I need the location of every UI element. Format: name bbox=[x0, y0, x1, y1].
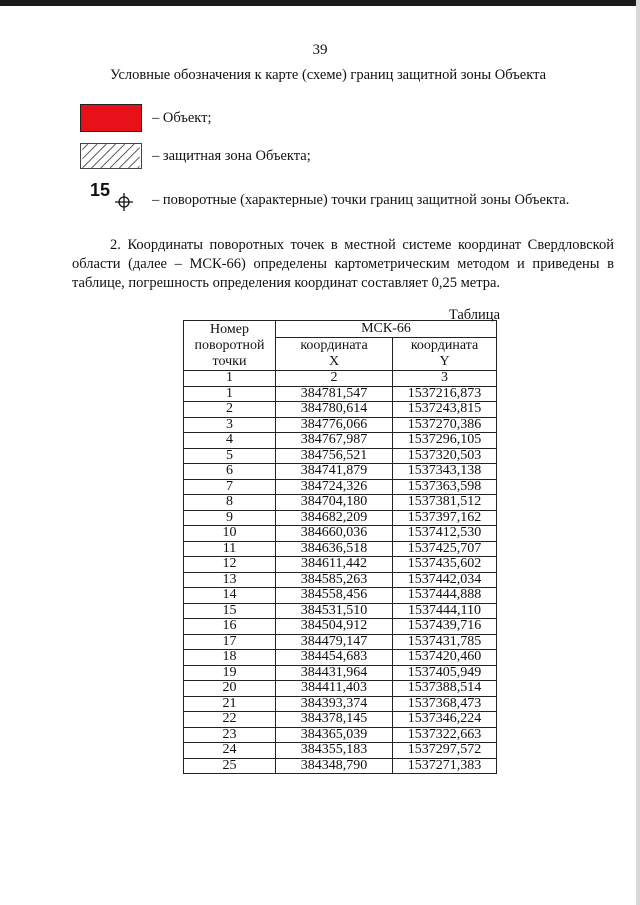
coord-y-cell: 1537216,873 bbox=[393, 386, 497, 402]
coordinates-table bbox=[183, 320, 497, 774]
legend-item-object bbox=[80, 104, 212, 132]
point-number-cell: 19 bbox=[184, 665, 276, 681]
table-row bbox=[184, 572, 497, 588]
object-swatch bbox=[80, 104, 142, 132]
legend-item-protection-zone bbox=[80, 143, 311, 169]
table-row bbox=[184, 634, 497, 650]
table-row bbox=[184, 495, 497, 511]
coord-x-cell: 384365,039 bbox=[276, 727, 393, 743]
coord-x-cell: 384682,209 bbox=[276, 510, 393, 526]
point-number-cell: 25 bbox=[184, 758, 276, 774]
coordinates-paragraph: 2. Координаты поворотных точек в местной системе координат Свердловской области (далее – МСК-66) определены картометрическим методом и приведены в таблице, погрешность определения координат составляет 0,25 метра. bbox=[72, 237, 614, 291]
table-row bbox=[184, 510, 497, 526]
crosshair-icon bbox=[114, 192, 134, 212]
coord-y-cell: 1537420,460 bbox=[393, 650, 497, 666]
hatch-swatch bbox=[80, 143, 142, 169]
table-row bbox=[184, 696, 497, 712]
coord-x-cell: 384756,521 bbox=[276, 448, 393, 464]
coord-y-cell: 1537296,105 bbox=[393, 433, 497, 449]
table-row bbox=[184, 557, 497, 573]
coord-x-cell: 384378,145 bbox=[276, 712, 393, 728]
point-number-cell: 7 bbox=[184, 479, 276, 495]
point-number-cell: 21 bbox=[184, 696, 276, 712]
point-number-cell: 14 bbox=[184, 588, 276, 604]
coord-x-cell: 384585,263 bbox=[276, 572, 393, 588]
coord-x-cell: 384479,147 bbox=[276, 634, 393, 650]
table-row bbox=[184, 386, 497, 402]
table-row bbox=[184, 588, 497, 604]
legend-item-turning-point bbox=[80, 182, 569, 212]
coord-x-cell: 384411,403 bbox=[276, 681, 393, 697]
table-caption: Таблица bbox=[448, 307, 500, 323]
coord-x-cell: 384504,912 bbox=[276, 619, 393, 635]
coord-x-cell: 384431,964 bbox=[276, 665, 393, 681]
header-coord-y: координата Y bbox=[393, 338, 497, 371]
point-number-cell: 16 bbox=[184, 619, 276, 635]
point-number-cell: 23 bbox=[184, 727, 276, 743]
coord-y-cell: 1537343,138 bbox=[393, 464, 497, 480]
table-row bbox=[184, 650, 497, 666]
coord-y-cell: 1537444,888 bbox=[393, 588, 497, 604]
point-number-cell: 22 bbox=[184, 712, 276, 728]
coord-y-cell: 1537442,034 bbox=[393, 572, 497, 588]
column-number: 1 bbox=[184, 371, 276, 387]
table-row bbox=[184, 727, 497, 743]
coord-x-cell: 384776,066 bbox=[276, 417, 393, 433]
point-number-cell: 8 bbox=[184, 495, 276, 511]
coord-y-cell: 1537405,949 bbox=[393, 665, 497, 681]
coord-x-cell: 384704,180 bbox=[276, 495, 393, 511]
point-number-cell: 17 bbox=[184, 634, 276, 650]
coord-y-cell: 1537346,224 bbox=[393, 712, 497, 728]
coord-y-cell: 1537431,785 bbox=[393, 634, 497, 650]
coord-x-cell: 384355,183 bbox=[276, 743, 393, 759]
coord-x-cell: 384767,987 bbox=[276, 433, 393, 449]
coord-x-cell: 384660,036 bbox=[276, 526, 393, 542]
table-body bbox=[184, 386, 497, 774]
coord-y-cell: 1537444,110 bbox=[393, 603, 497, 619]
scan-border-top bbox=[0, 0, 640, 6]
point-number-cell: 12 bbox=[184, 557, 276, 573]
table-row bbox=[184, 681, 497, 697]
point-number-cell: 5 bbox=[184, 448, 276, 464]
table-row bbox=[184, 402, 497, 418]
point-number-cell: 15 bbox=[184, 603, 276, 619]
table-row bbox=[184, 665, 497, 681]
coord-x-cell: 384781,547 bbox=[276, 386, 393, 402]
coord-y-cell: 1537320,503 bbox=[393, 448, 497, 464]
coord-x-cell: 384531,510 bbox=[276, 603, 393, 619]
table-row bbox=[184, 464, 497, 480]
column-number: 2 bbox=[276, 371, 393, 387]
scan-border-right bbox=[636, 0, 640, 905]
marker-number: 15 bbox=[90, 180, 111, 200]
point-number-cell: 1 bbox=[184, 386, 276, 402]
coord-y-cell: 1537425,707 bbox=[393, 541, 497, 557]
coord-y-cell: 1537381,512 bbox=[393, 495, 497, 511]
coord-y-cell: 1537271,383 bbox=[393, 758, 497, 774]
point-number-cell: 2 bbox=[184, 402, 276, 418]
header-point-number: Номер поворотной точки bbox=[184, 321, 276, 371]
point-number-cell: 24 bbox=[184, 743, 276, 759]
coord-x-cell: 384636,518 bbox=[276, 541, 393, 557]
legend-label: – защитная зона Объекта; bbox=[152, 147, 311, 164]
coord-x-cell: 384558,456 bbox=[276, 588, 393, 604]
coord-x-cell: 384454,683 bbox=[276, 650, 393, 666]
coord-x-cell: 384780,614 bbox=[276, 402, 393, 418]
table-row bbox=[184, 619, 497, 635]
table-row bbox=[184, 417, 497, 433]
table-row bbox=[184, 433, 497, 449]
coord-y-cell: 1537363,598 bbox=[393, 479, 497, 495]
coord-x-cell: 384393,374 bbox=[276, 696, 393, 712]
column-number: 3 bbox=[393, 371, 497, 387]
table-row bbox=[184, 526, 497, 542]
table-row bbox=[184, 479, 497, 495]
coord-y-cell: 1537397,162 bbox=[393, 510, 497, 526]
point-number-cell: 13 bbox=[184, 572, 276, 588]
coord-y-cell: 1537297,572 bbox=[393, 743, 497, 759]
turning-point-symbol bbox=[80, 182, 142, 212]
point-number-cell: 9 bbox=[184, 510, 276, 526]
coord-y-cell: 1537439,716 bbox=[393, 619, 497, 635]
legend-heading: Условные обозначения к карте (схеме) границ защитной зоны Объекта bbox=[109, 67, 547, 83]
table-row bbox=[184, 758, 497, 774]
coord-y-cell: 1537270,386 bbox=[393, 417, 497, 433]
coord-x-cell: 384724,326 bbox=[276, 479, 393, 495]
table-row bbox=[184, 712, 497, 728]
legend-label: – Объект; bbox=[152, 109, 212, 126]
coord-y-cell: 1537322,663 bbox=[393, 727, 497, 743]
table-row bbox=[184, 603, 497, 619]
header-system: МСК-66 bbox=[276, 321, 497, 338]
coord-x-cell: 384611,442 bbox=[276, 557, 393, 573]
coord-y-cell: 1537435,602 bbox=[393, 557, 497, 573]
header-coord-x: координата X bbox=[276, 338, 393, 371]
coord-x-cell: 384741,879 bbox=[276, 464, 393, 480]
table-row bbox=[184, 541, 497, 557]
point-number-cell: 4 bbox=[184, 433, 276, 449]
legend-label: – поворотные (характерные) точки границ защитной зоны Объекта. bbox=[152, 191, 570, 208]
point-number-cell: 18 bbox=[184, 650, 276, 666]
coord-y-cell: 1537412,530 bbox=[393, 526, 497, 542]
table-row bbox=[184, 448, 497, 464]
point-number-cell: 20 bbox=[184, 681, 276, 697]
page-number: 39 bbox=[312, 42, 328, 58]
table-row bbox=[184, 743, 497, 759]
coord-y-cell: 1537243,815 bbox=[393, 402, 497, 418]
point-number-cell: 10 bbox=[184, 526, 276, 542]
coord-y-cell: 1537368,473 bbox=[393, 696, 497, 712]
point-number-cell: 3 bbox=[184, 417, 276, 433]
coord-y-cell: 1537388,514 bbox=[393, 681, 497, 697]
coord-x-cell: 384348,790 bbox=[276, 758, 393, 774]
point-number-cell: 11 bbox=[184, 541, 276, 557]
point-number-cell: 6 bbox=[184, 464, 276, 480]
